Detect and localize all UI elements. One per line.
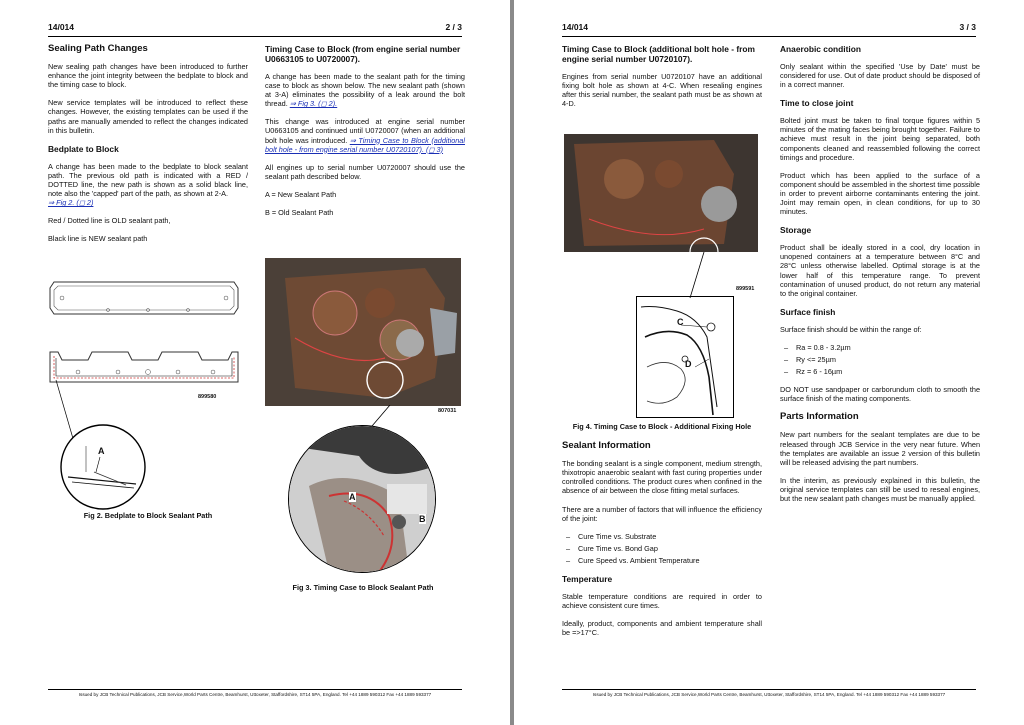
section-title: Timing Case to Block (additional bolt hole - from engine serial number U0720107).: [562, 44, 755, 64]
fig-label-a: A: [98, 446, 105, 456]
fig3-link[interactable]: ⇒ Fig 3. (◻ 2).: [289, 99, 338, 109]
fig3-photo: [265, 258, 461, 406]
right-column: [265, 44, 465, 226]
paragraph: There are a number of factors that will influence the efficiency of the joint:: [562, 504, 762, 523]
left-column: [562, 44, 762, 117]
paragraph: Product which has been applied to the surface of a component should be assembled in the shortest time possible in order to prevent airborne contaminants entering the joint. Joint may remain open, in clean conditions, for up to 30 minutes.: [780, 170, 980, 217]
subsection-title: Parts Information: [780, 411, 859, 423]
magnifier-line: [682, 252, 722, 300]
paragraph: A change has been made to the sealant path for the timing case to block as shown below. The new sealant path (shown at 3-A) eliminates the possibility of a leak around the bolt thread. ⇒ Fig 3. (◻ 2).: [265, 72, 465, 109]
page-2: [0, 0, 510, 725]
paragraph: Bolted joint must be taken to final torque figures within 5 minutes of the mating faces being brought together. Failure to achieve must result in the joint being separated, both components cleaned and reassembled following the correct timings and procedure.: [780, 116, 980, 162]
list-item: – Ry <= 25µm: [796, 355, 980, 364]
paragraph: B = Old Sealant Path: [265, 208, 334, 218]
paragraph: Black line is NEW sealant path: [48, 234, 148, 244]
subsection-title: Storage: [780, 225, 812, 236]
factor-list: [562, 532, 762, 565]
paragraph: A change has been made to the bedplate to block sealant path. The previous old path is indicated with a RED / DOTTED line, the new path is shown as a solid black line, note also the 'capped' part of the path, as shown at 2-A. ⇒ Fig 2. (◻ 2): [48, 161, 248, 208]
fig-label-c: C: [677, 317, 684, 327]
paragraph: Engines from serial number U0720107 have an additional fixing bolt hole as shown at 4-C. When resealing engines after this serial number, the sealant path must be as shown at 4-D.: [562, 72, 762, 109]
page-footer: Issued by JCB Technical Publications, JCB Service,World Parts Centre, Beamhurst, Uttoxeter, Staffordshire, ST14 5PA, England. Tel +44 1889 590312 Fax +44 1889 593377: [48, 689, 462, 697]
paragraph: Product shall be ideally stored in a cool, dry location in unopened containers at a temperature between 8°C and 28°C unless otherwise labelled. Optimal storage is at the lower half of this temperature range. To prevent contamination of unused product, do not return any material to the original container.: [780, 243, 980, 298]
subsection-title: Sealant Information: [562, 440, 651, 452]
list-item: – Cure Time vs. Substrate: [578, 532, 762, 541]
subsection-title: Temperature: [562, 574, 613, 585]
paragraph: Surface finish should be within the range of:: [780, 324, 922, 334]
list-item: – Cure Speed vs. Ambient Temperature: [578, 556, 762, 565]
list-item: – Rz = 6 - 16µm: [796, 367, 980, 376]
bulletin-number: 14/014: [48, 22, 74, 32]
finish-list: [780, 343, 980, 376]
page-footer: Issued by JCB Technical Publications, JCB Service,World Parts Centre, Beamhurst, Uttoxeter, Staffordshire, ST14 5PA, England. Tel +44 1889 590312 Fax +44 1889 593377: [562, 689, 976, 697]
fig-label-b: B: [419, 514, 426, 524]
fig2-drawing: [48, 272, 248, 512]
paragraph: Red / Dotted line is OLD sealant path,: [48, 216, 171, 226]
page-header: [562, 22, 976, 37]
list-item: – Cure Time vs. Bond Gap: [578, 544, 762, 553]
fig2-caption: Fig 2. Bedplate to Block Sealant Path: [83, 511, 213, 520]
fig2-link[interactable]: ⇒ Fig 2. (◻ 2): [48, 198, 94, 208]
paragraph: DO NOT use sandpaper or carborundum cloth to smooth the surface finish of the mating components.: [780, 385, 980, 404]
paragraph: A = New Sealant Path: [265, 189, 337, 199]
additional-bolt-link[interactable]: ⇒ Timing Case to Block (additional bolt hole - from engine serial number U0720107). (◻ 3): [265, 135, 465, 154]
subsection-title: Anaerobic condition: [780, 44, 861, 54]
paragraph: In the interim, as previously explained in this bulletin, the original service templates can still be used to reseal engines, but the new sealant path changes must be manually applied.: [780, 475, 980, 503]
paragraph: Only sealant within the specified 'Use by Date' must be considered for use. Out of date product should be disposed of in a correct manner.: [780, 62, 980, 90]
fig3-caption: Fig 3. Timing Case to Block Sealant Path: [292, 583, 434, 592]
fig4-detail-drawing: [636, 296, 734, 418]
fig-label-d: D: [685, 359, 692, 369]
fig3-detail-photo: [288, 425, 436, 573]
paragraph: All engines up to serial number U0720007 should use the sealant path described below.: [265, 162, 465, 181]
page-3: [514, 0, 1024, 725]
subsection-title: Bedplate to Block: [48, 143, 119, 154]
page-number: 3 / 3: [959, 22, 976, 32]
section-title: Timing Case to Block (from engine serial number U0663105 to U0720007).: [265, 44, 461, 64]
fig-number: 899591: [736, 286, 755, 292]
fig4-photo: [564, 134, 758, 252]
paragraph: New service templates will be introduced to reflect these changes. However, the existing templates can be used if the paths are manually amended to reflect the changes indicated in this bulletin.: [48, 98, 248, 135]
paragraph: New sealing path changes have been introduced to further enhance the joint integrity between the bedplate to block and the timing case to block.: [48, 62, 248, 90]
bulletin-number: 14/014: [562, 22, 588, 32]
fig4-caption: Fig 4. Timing Case to Block - Additional Fixing Hole: [572, 422, 752, 431]
page-header: [48, 22, 462, 37]
page-number: 2 / 3: [445, 22, 462, 32]
fig-number: 899580: [198, 394, 217, 400]
right-column: [780, 44, 980, 512]
paragraph: Stable temperature conditions are required in order to achieve consistent cure times.: [562, 592, 762, 611]
subsection-title: Time to close joint: [780, 98, 854, 109]
section-title: Sealing Path Changes: [48, 43, 148, 54]
left-column: [48, 44, 248, 252]
fig-number: 807031: [438, 408, 457, 414]
list-item: – Ra = 0.8 - 3.2µm: [796, 343, 980, 352]
left-column-lower: [562, 422, 762, 646]
paragraph: New part numbers for the sealant templates are due to be released through JCB Service in the very near future. When the templates are available an issue 2 version of this bulletin will be released advising the part numbers.: [780, 430, 980, 467]
paragraph: The bonding sealant is a single component, medium strength, thixotropic anaerobic sealant with fast curing properties under controlled conditions. The product cures when confined in the absence of air between the close fitting metal surfaces.: [562, 459, 762, 496]
subsection-title: Surface finish: [780, 306, 836, 317]
fig-label-a: A: [349, 492, 356, 502]
paragraph: Ideally, product, components and ambient temperature shall be =>17°C.: [562, 619, 762, 638]
paragraph: This change was introduced at engine serial number U0663105 and continued until U0720007 (when an additional bolt hole was introduced. ⇒ Timing Case to Block (additional bolt hole - from engine serial number U0720107). (◻ 3): [265, 117, 465, 154]
